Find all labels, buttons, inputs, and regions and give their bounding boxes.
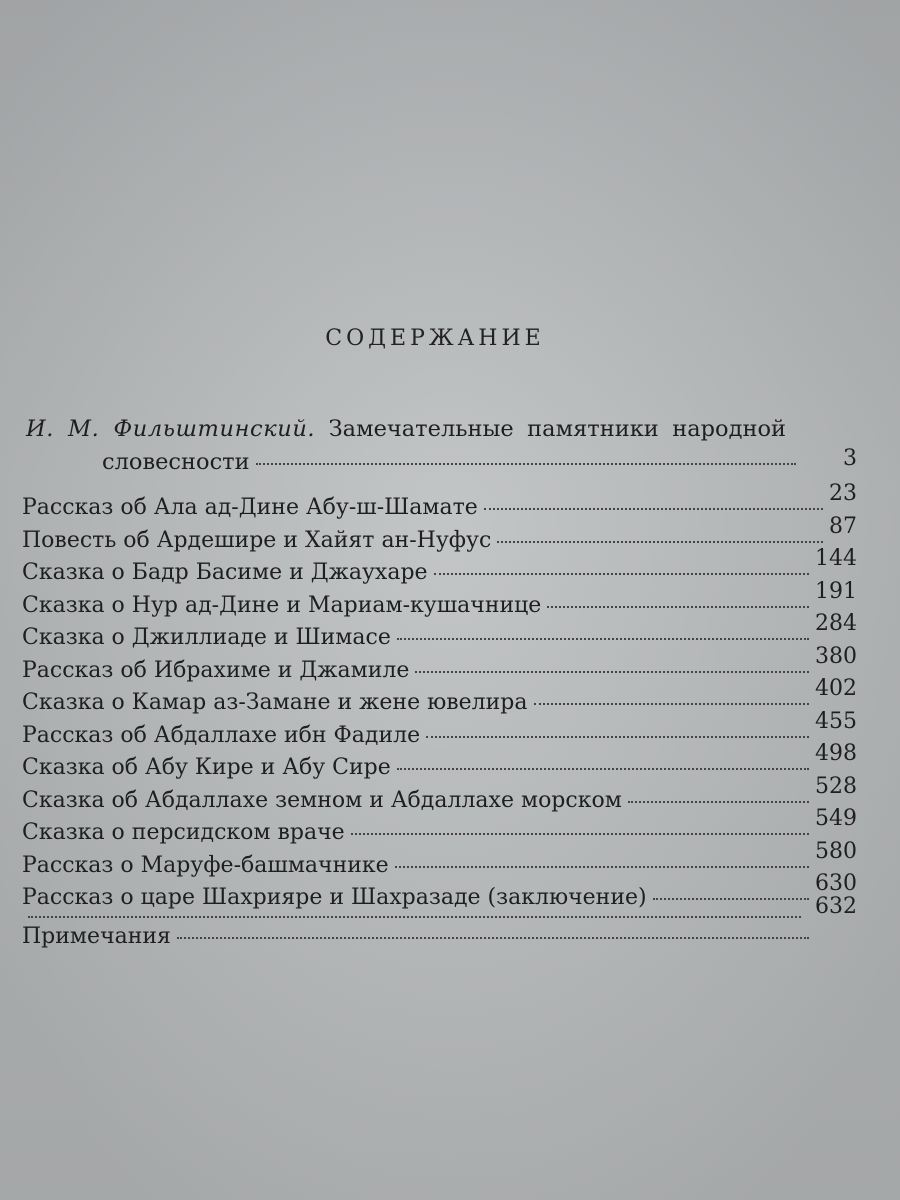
notes-title: Примечания bbox=[22, 923, 171, 949]
toc-entry bbox=[22, 643, 857, 691]
toc-entry-title: Повесть об Ардешире и Хайят ан-Нуфус bbox=[22, 527, 492, 553]
toc-entry-title: Рассказ о Маруфе-башмачнике bbox=[22, 852, 389, 878]
leader-dots bbox=[426, 736, 809, 738]
table-of-contents bbox=[22, 413, 857, 964]
toc-entry-page-number: 402 bbox=[815, 676, 857, 701]
toc-entry bbox=[22, 546, 857, 593]
toc-entry bbox=[22, 611, 857, 658]
leader-dots bbox=[547, 606, 809, 608]
toc-entry-page-number: 87 bbox=[829, 513, 857, 539]
toc-entry-title: Рассказ об Ибрахиме и Джамиле bbox=[22, 657, 410, 683]
leader-dots bbox=[177, 937, 809, 939]
intro-line-2 bbox=[102, 446, 802, 479]
toc-entry bbox=[22, 871, 857, 918]
toc-entry bbox=[22, 708, 857, 756]
toc-entry-page-number: 380 bbox=[815, 643, 857, 669]
leader-dots bbox=[434, 573, 809, 575]
toc-entry-title: Рассказ об Ала ад-Дине Абу-ш-Шамате bbox=[22, 495, 478, 520]
toc-entry-title: Рассказ о царе Шахрияре и Шахразаде (заключение) bbox=[22, 885, 647, 910]
toc-entry bbox=[22, 838, 857, 886]
toc-entry-page-number: 23 bbox=[829, 481, 857, 506]
notes-page-number: 632 bbox=[815, 893, 857, 919]
leader-dots bbox=[415, 671, 809, 673]
toc-entry-page-number: 580 bbox=[815, 838, 857, 864]
toc-entry bbox=[22, 806, 857, 853]
toc-entry-title: Сказка о персидском враче bbox=[22, 820, 345, 845]
intro-line-1 bbox=[26, 413, 786, 446]
intro-author: И. М. Фильштинский. bbox=[26, 416, 316, 442]
leader-dots bbox=[397, 638, 809, 640]
toc-entry-page-number: 528 bbox=[815, 773, 857, 799]
leader-dots bbox=[256, 463, 796, 465]
leader-dots bbox=[653, 898, 809, 900]
leader-dots bbox=[351, 833, 809, 835]
toc-entry-title: Сказка о Джиллиаде и Шимасе bbox=[22, 625, 391, 650]
leader-dots bbox=[534, 703, 809, 705]
toc-entry-intro bbox=[22, 413, 857, 495]
toc-entry-page-number: 455 bbox=[815, 708, 857, 734]
toc-entry bbox=[22, 578, 857, 626]
leader-dots bbox=[497, 541, 823, 543]
toc-entry-page-number: 630 bbox=[815, 871, 857, 896]
toc-entry-page-number: 498 bbox=[815, 741, 857, 766]
toc-entry bbox=[22, 513, 857, 561]
toc-entry-title: Сказка об Абу Кире и Абу Сире bbox=[22, 755, 391, 780]
toc-entry bbox=[22, 676, 857, 723]
toc-entry-title: Рассказ об Абдаллахе ибн Фадиле bbox=[22, 722, 421, 748]
contents-heading: СОДЕРЖАНИЕ bbox=[325, 326, 545, 351]
toc-entry-page-number: 549 bbox=[815, 806, 857, 831]
toc-entry bbox=[22, 773, 857, 821]
toc-entry-title: Сказка о Нур ад-Дине и Мариам-кушачнице bbox=[22, 592, 542, 618]
toc-entry-page-number: 144 bbox=[815, 546, 857, 571]
leader-dots bbox=[28, 916, 801, 918]
intro-title-part1: Замечательные памятники народной bbox=[328, 416, 786, 442]
toc-entry-title: Сказка о Камар аз-Замане и жене ювелира bbox=[22, 690, 528, 715]
toc-entry-page-number: 191 bbox=[815, 578, 857, 604]
leader-dots bbox=[628, 801, 809, 803]
intro-title-part2: словесности bbox=[102, 449, 250, 475]
leader-dots bbox=[397, 768, 809, 770]
intro-page-number: 3 bbox=[843, 446, 857, 471]
leader-dots bbox=[484, 508, 823, 510]
toc-entry bbox=[22, 481, 857, 528]
leader-dots bbox=[395, 866, 809, 868]
toc-entries bbox=[22, 481, 857, 918]
toc-entry-title: Сказка о Бадр Басиме и Джаухаре bbox=[22, 560, 428, 585]
toc-entry-title: Сказка об Абдаллахе земном и Абдаллахе морском bbox=[22, 787, 622, 813]
toc-entry bbox=[22, 741, 857, 788]
toc-entry-page-number: 284 bbox=[815, 611, 857, 636]
